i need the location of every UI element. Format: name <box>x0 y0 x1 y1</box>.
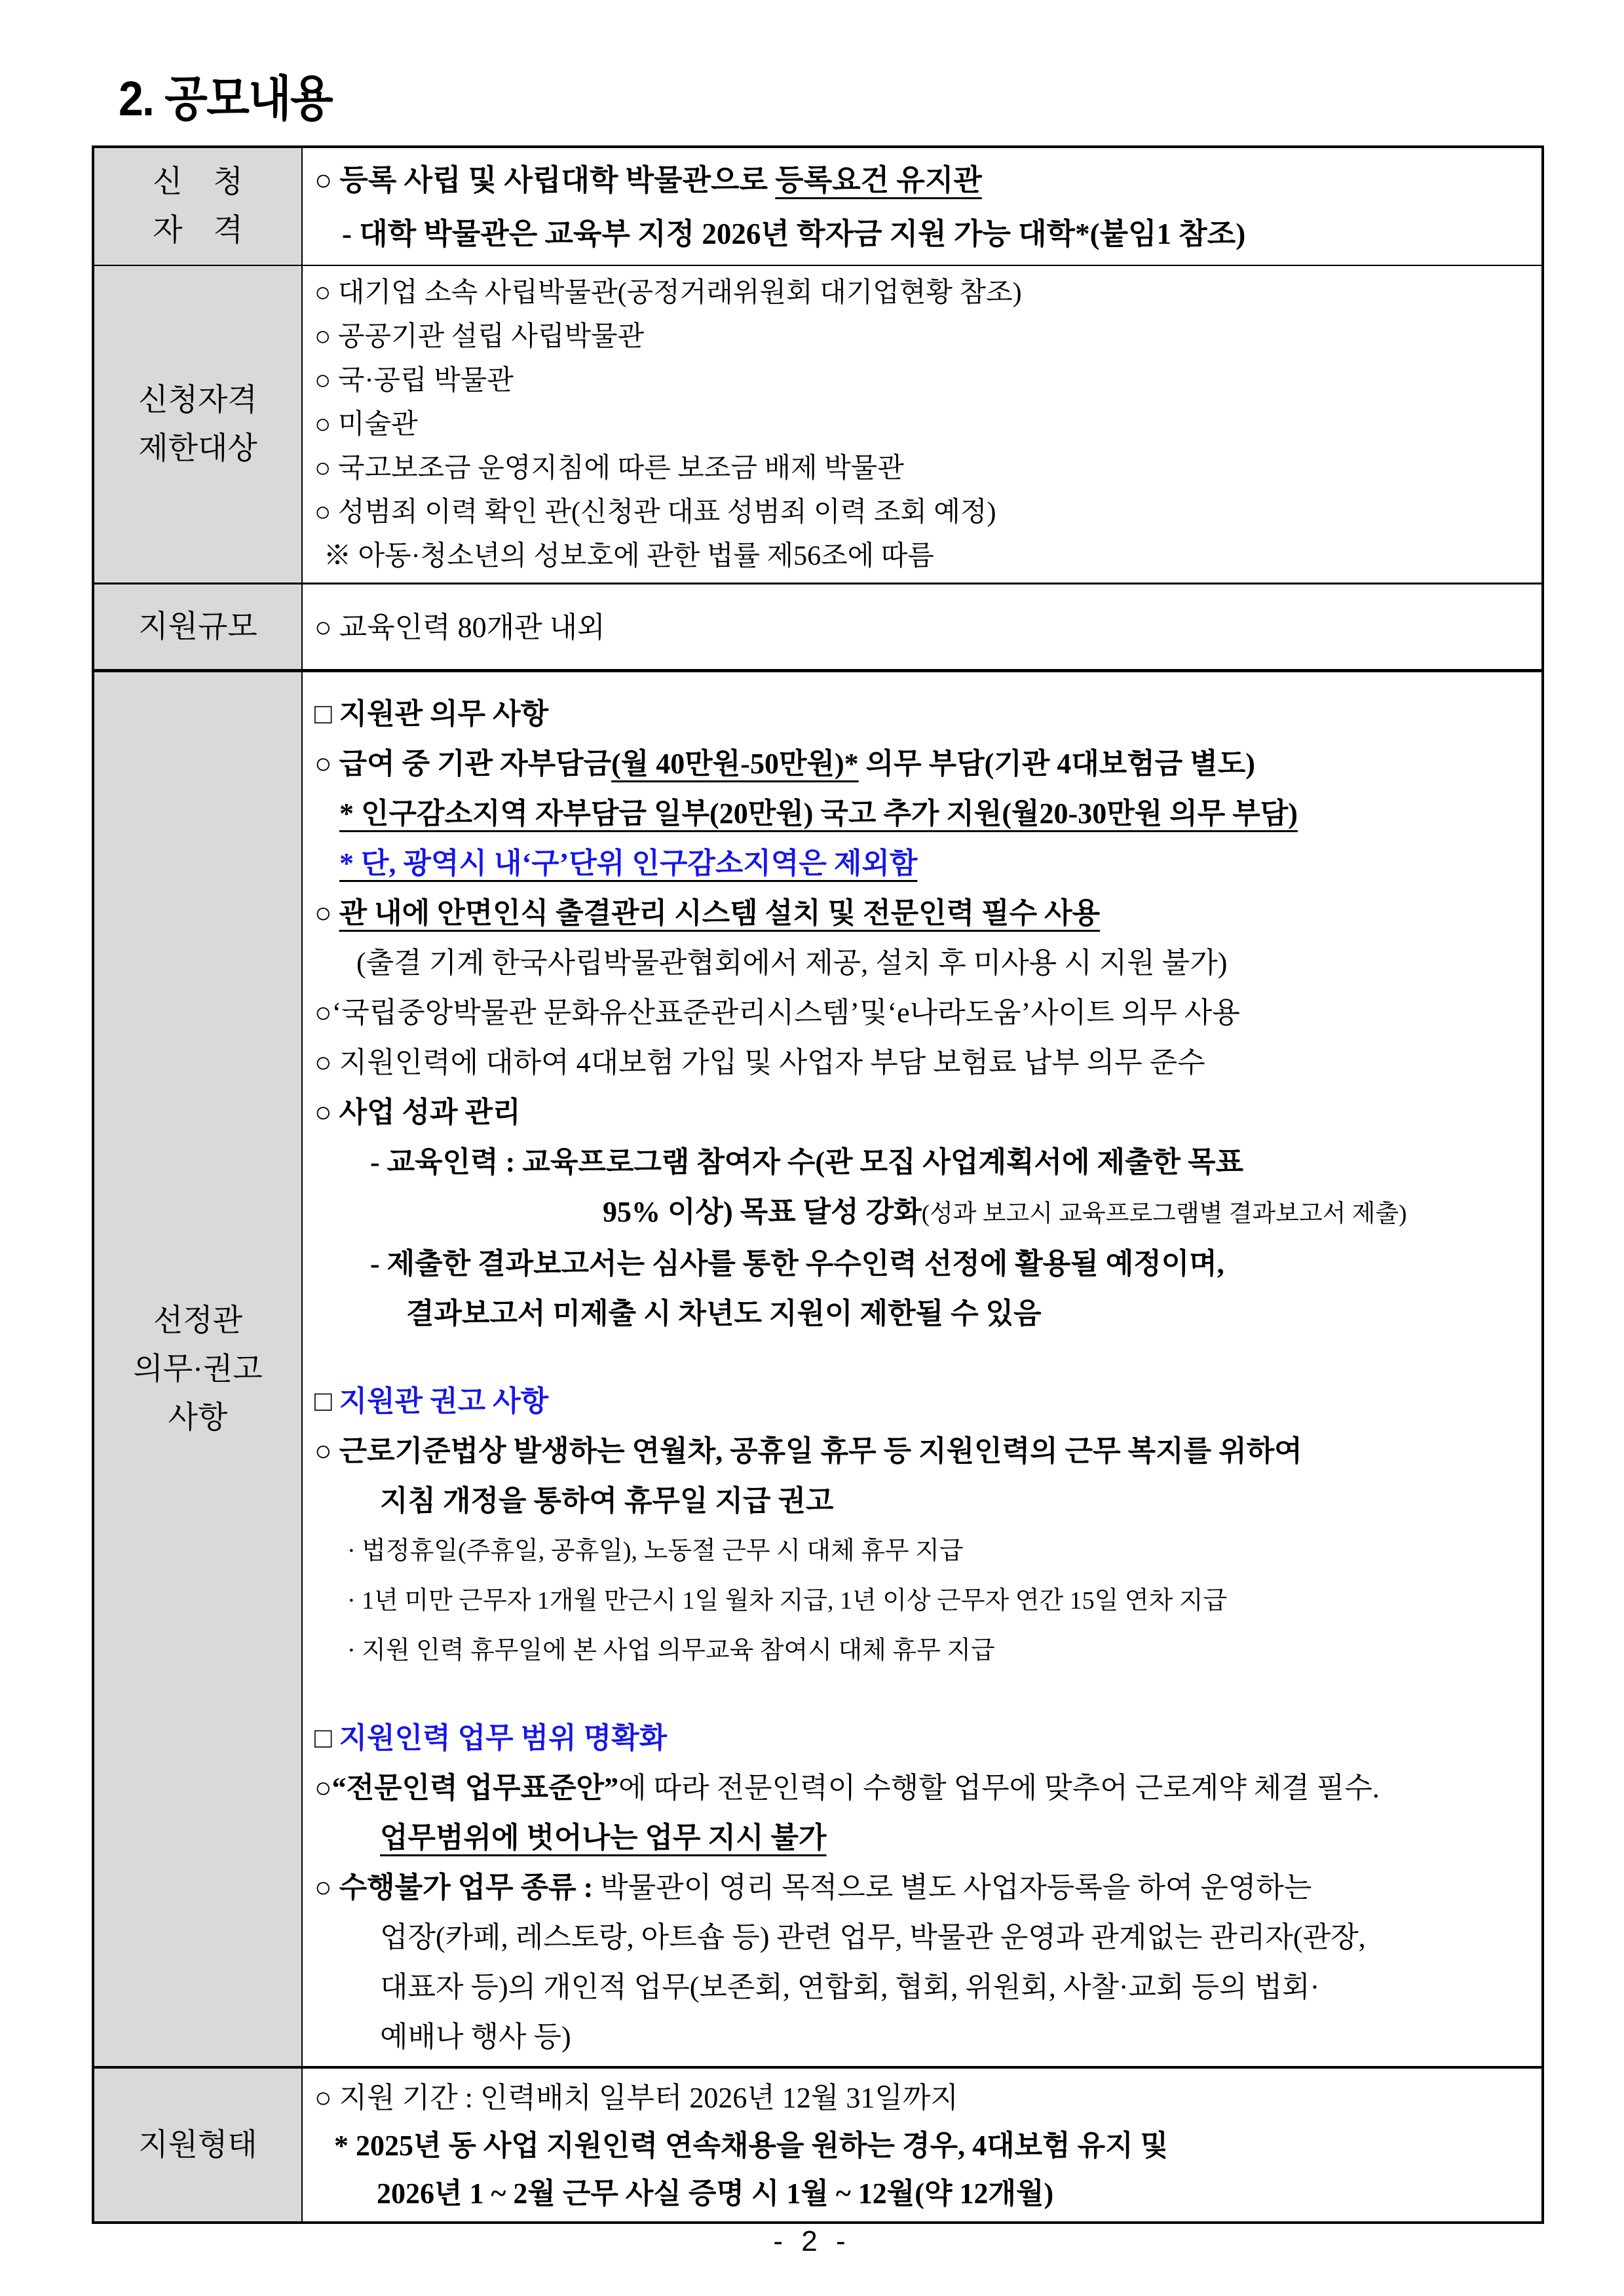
content-line <box>380 1813 1538 1863</box>
content-line <box>380 2012 1538 2062</box>
text-segment: ○ 국고보조금 운영지침에 따른 보조금 배제 박물관 <box>314 453 904 484</box>
content-line <box>314 1763 1538 1813</box>
text-segment: □ 지원관 의무 사항 <box>314 698 549 730</box>
table-row-row-obligations <box>94 672 1541 2069</box>
content-line <box>314 491 1538 535</box>
text-segment: ○ 성범죄 이력 확인 관(신청관 대표 성범죄 이력 조회 예정) <box>314 497 996 527</box>
text-segment: - 대학 박물관은 교육부 지정 2026년 학자금 지원 가능 대학*(붙임1 참조) <box>342 218 1246 250</box>
content-line <box>314 1426 1538 1476</box>
content-line <box>314 739 1538 789</box>
doc-table <box>92 145 1544 2224</box>
content-line <box>314 271 1538 315</box>
content-line <box>347 1576 1538 1626</box>
content-line <box>314 1863 1538 1913</box>
text-segment: ○ 국·공립 박물관 <box>314 366 514 396</box>
content-line <box>377 2170 1538 2217</box>
content-line <box>356 938 1538 988</box>
page-title: 2. 공모내용 <box>119 71 332 126</box>
text-segment: 등록요건 유지관 <box>775 164 982 197</box>
content-line <box>314 447 1538 491</box>
content-line <box>314 315 1538 359</box>
row-content <box>303 2069 1541 2221</box>
content-line <box>370 1239 1538 1289</box>
row-header-line: 사항 <box>168 1400 228 1435</box>
text-segment: * 인구감소지역 자부담금 일부(20만원) 국고 추가 지원(월20-30만원 의무 부담) <box>339 797 1298 830</box>
text-segment: 95% 이상) 목표 달성 강화 <box>603 1196 922 1228</box>
text-segment: * 단, 광역시 내‘구’단위 인구감소지역은 제외함 <box>339 847 918 879</box>
content-line <box>406 1289 1538 1339</box>
text-segment: · 법정휴일(주휴일, 공휴일), 노동절 근무 시 대체 휴무 지급 <box>347 1537 964 1565</box>
text-segment: ○ 사업 성과 관리 <box>314 1096 521 1128</box>
content-line <box>380 1913 1538 1962</box>
content-line <box>347 1626 1538 1675</box>
table-row-row-support-type <box>94 2069 1541 2221</box>
text-segment: 관 내에 안면인식 출결관리 시스템 설치 및 전문인력 필수 사용 <box>339 897 1101 929</box>
text-segment: ※ 아동·청소년의 성보호에 관한 법률 제56조에 따름 <box>324 541 934 571</box>
text-segment: ○ <box>314 1871 339 1904</box>
row-content <box>303 266 1541 583</box>
text-segment: * 2025년 동 사업 지원인력 연속채용을 원하는 경우, 4대보험 유지 및 <box>334 2130 1169 2162</box>
row-header <box>94 148 303 265</box>
content-line <box>314 988 1538 1038</box>
text-segment: (월 40만원-50만원)* <box>611 748 859 780</box>
row-header-line: 지원규모 <box>138 609 257 644</box>
text-segment: ○‘국립중앙박물관 문화유산표준관리시스템’및‘e나라도움’사이트 의무 사용 <box>314 997 1240 1029</box>
content-line <box>370 1138 1538 1187</box>
content-line <box>339 789 1538 839</box>
content-line <box>314 1377 1538 1426</box>
text-segment: □ <box>314 1722 339 1754</box>
text-segment: 에 따라 전문인력이 수행할 업무에 맞추어 근로계약 체결 필수. <box>618 1772 1380 1804</box>
text-segment: ○ 교육인력 80개관 내외 <box>314 611 605 643</box>
row-header <box>94 266 303 583</box>
row-header-line: 신청자격 <box>138 383 257 417</box>
text-segment: 수행불가 업무 종류 : <box>339 1871 601 1904</box>
row-header-line: 선정관 <box>153 1303 243 1338</box>
page-number: - 2 - <box>773 2225 851 2257</box>
text-segment: “전문인력 업무표준안” <box>331 1772 619 1804</box>
text-segment: 예배나 행사 등) <box>380 2021 571 2053</box>
row-header-line: 자 격 <box>153 214 243 248</box>
table-row-row-scale <box>94 584 1541 672</box>
text-segment: ○ <box>314 1772 332 1804</box>
text-segment: 결과보고서 미제출 시 차년도 지원이 제한될 수 있음 <box>406 1297 1042 1330</box>
content-line <box>380 1476 1538 1526</box>
text-segment: - 제출한 결과보고서는 심사를 통한 우수인력 선정에 활용될 예정이며, <box>370 1248 1224 1280</box>
text-segment: · 지원 인력 휴무일에 본 사업 의무교육 참여시 대체 휴무 지급 <box>347 1637 995 1664</box>
text-segment: ○ 급여 중 기관 자부담금 <box>314 748 612 780</box>
content-line <box>342 207 1538 261</box>
content-line <box>314 1713 1538 1763</box>
content-line <box>314 1088 1538 1138</box>
row-header-line: 제한대상 <box>138 431 257 466</box>
row-header-line: 의무·권고 <box>133 1352 263 1387</box>
content-line <box>380 1962 1538 2012</box>
text-segment: · 1년 미만 근무자 1개월 만근시 1일 월차 지급, 1년 이상 근무자 연간 15일 연차 지급 <box>347 1587 1228 1615</box>
text-segment: 대표자 등)의 개인적 업무(보존회, 연합회, 협회, 위원회, 사찰·교회 등의 법회· <box>380 1971 1320 2003</box>
content-line <box>314 889 1538 938</box>
content-line <box>314 689 1538 739</box>
text-segment: (출결 기계 한국사립박물관협회에서 제공, 설치 후 미사용 시 지원 불가) <box>356 947 1228 979</box>
row-header <box>94 584 303 669</box>
text-segment: 2026년 1 ~ 2월 근무 사실 증명 시 1월 ~ 12월(약 12개월) <box>377 2177 1054 2210</box>
text-segment: 업장(카페, 레스토랑, 아트숍 등) 관련 업무, 박물관 운영과 관계없는 관리자(관장, <box>380 1921 1366 1953</box>
content-line <box>603 1187 1538 1239</box>
text-segment: (성과 보고시 교육프로그램별 결과보고서 제출) <box>921 1200 1407 1227</box>
row-header-line: 신 청 <box>153 165 243 199</box>
content-line <box>314 1038 1538 1088</box>
row-content <box>303 148 1541 265</box>
text-segment: ○ <box>314 897 339 929</box>
text-segment: 지침 개정을 통하여 휴무일 지급 권고 <box>380 1485 834 1517</box>
text-segment: ○ 지원 기간 : 인력배치 일부터 2026년 12월 31일까지 <box>314 2082 958 2114</box>
text-segment: ○ 근로기준법상 발생하는 연월차, 공휴일 휴무 등 지원인력의 근무 복지를 위하여 <box>314 1435 1302 1467</box>
content-line <box>314 603 1538 653</box>
row-header <box>94 672 303 2066</box>
content-line <box>347 1526 1538 1576</box>
row-header <box>94 2069 303 2221</box>
row-header-line: 지원형태 <box>138 2128 257 2162</box>
text-segment: - 교육인력 : 교육프로그램 참여자 수(관 모집 사업계획서에 제출한 목표 <box>370 1146 1244 1178</box>
content-line <box>314 2074 1538 2122</box>
content-line <box>324 535 1538 579</box>
content-line <box>314 153 1538 207</box>
content-line <box>334 2122 1538 2170</box>
text-segment: ○ 미술관 <box>314 410 418 440</box>
text-segment: 박물관이 영리 목적으로 별도 사업자등록을 하여 운영하는 <box>600 1871 1312 1904</box>
text-segment: ○ 지원인력에 대하여 4대보험 가입 및 사업자 부담 보험료 납부 의무 준수 <box>314 1046 1205 1079</box>
content-line <box>314 403 1538 447</box>
table-row-row-restriction <box>94 266 1541 584</box>
content-line <box>339 839 1538 889</box>
content-line <box>314 359 1538 403</box>
row-content <box>303 584 1541 669</box>
blank-line <box>314 1675 1538 1713</box>
text-segment: 의무 부담(기관 4대보험금 별도) <box>858 748 1255 780</box>
text-segment: 지원관 권고 사항 <box>339 1385 549 1417</box>
row-content <box>303 672 1541 2066</box>
text-segment: ○ 등록 사립 및 사립대학 박물관으로 <box>314 164 776 197</box>
text-segment: 지원인력 업무 범위 명확화 <box>339 1722 668 1754</box>
table-row-row-applicant-qualification <box>94 148 1541 266</box>
text-segment: ○ 공공기관 설립 사립박물관 <box>314 322 645 352</box>
text-segment: □ <box>314 1385 339 1417</box>
text-segment: ○ 대기업 소속 사립박물관(공정거래위원회 대기업현황 참조) <box>314 278 1022 308</box>
blank-line <box>314 1339 1538 1377</box>
text-segment: 업무범위에 벗어나는 업무 지시 불가 <box>380 1822 827 1854</box>
